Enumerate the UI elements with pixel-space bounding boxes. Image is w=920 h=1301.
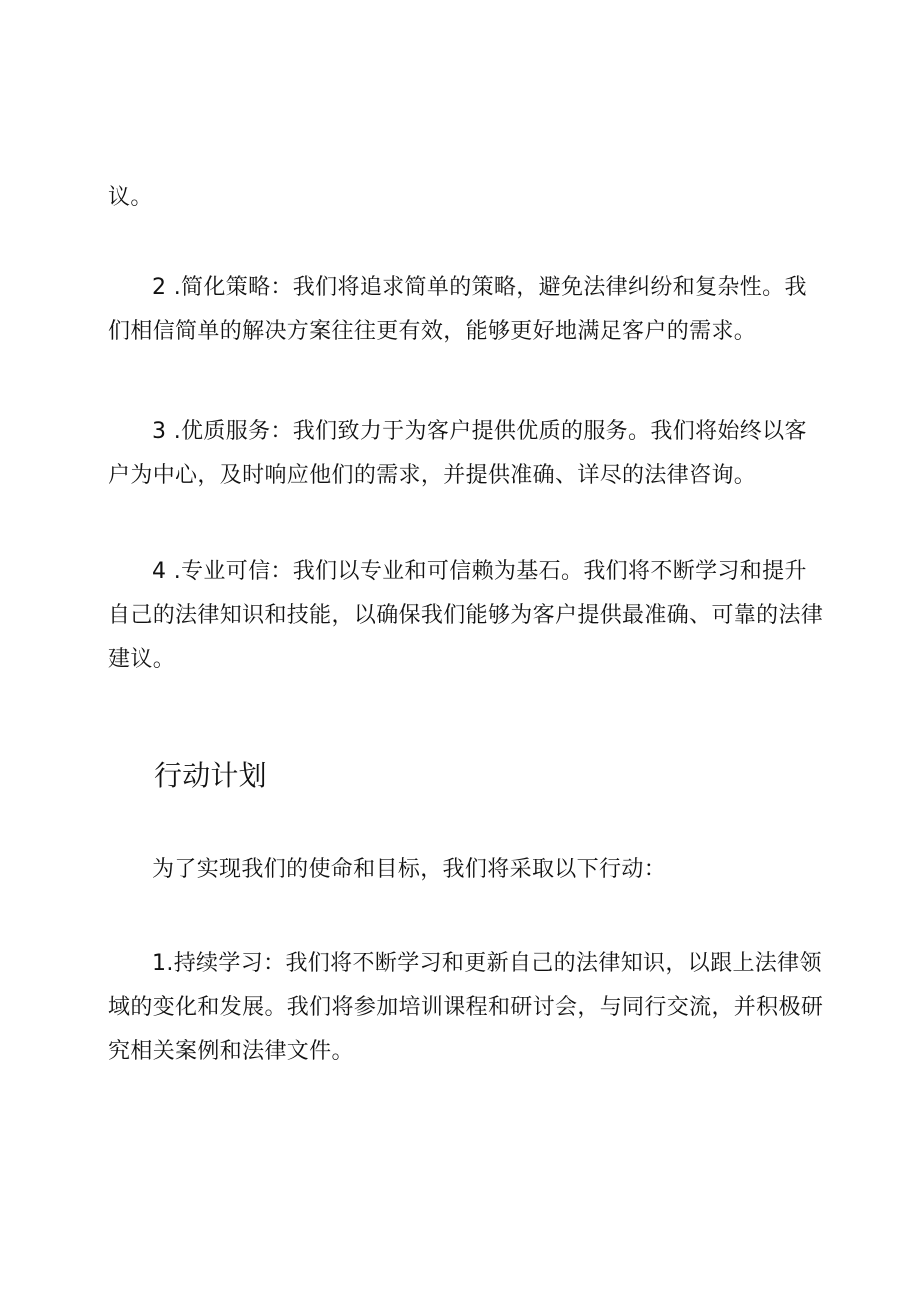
action-plan-intro: 为了实现我们的使命和目标，我们将采取以下行动： [152, 857, 667, 882]
action-item-continuous-learning: 1.持续学习：我们将不断学习和更新自己的法律知识，以跟上法律领域的变化和发展。我们将参加培训课程和研讨会，与同行交流，并积极研究相关案例和法律文件。 [108, 951, 824, 1064]
action-plan-heading: 行动计划 [154, 759, 267, 792]
continued-paragraph-end: 议。 [108, 185, 153, 210]
principle-professional-trustworthy: 4 .专业可信：我们以专业和可信赖为基石。我们将不断学习和提升自己的法律知识和技能，以确保我们能够为客户提供最准确、可靠的法律建议。 [108, 559, 824, 672]
principle-quality-service: 3 .优质服务：我们致力于为客户提供优质的服务。我们将始终以客户为中心，及时响应他们的需求，并提供准确、详尽的法律咨询。 [108, 419, 807, 488]
principle-simplified-strategy: 2 .简化策略：我们将追求简单的策略，避免法律纠纷和复杂性。我们相信简单的解决方案往往更有效，能够更好地满足客户的需求。 [108, 275, 807, 344]
